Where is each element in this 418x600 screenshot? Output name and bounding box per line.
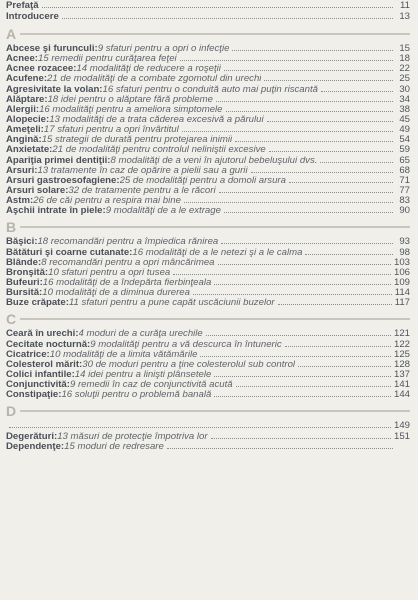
toc-entry <box>6 85 410 95</box>
leader-dots <box>214 376 391 377</box>
toc-entry <box>6 95 410 105</box>
leader-dots <box>211 438 391 439</box>
entry-title: Acnee rozacee: <box>6 64 77 75</box>
entry-page: 121 <box>393 329 410 340</box>
toc-entry <box>6 370 410 380</box>
entry-description: 32 de tratamente pentru a le răcori <box>68 185 216 196</box>
toc-entry <box>6 176 410 186</box>
leader-dots <box>180 60 393 61</box>
toc-entry <box>6 432 410 442</box>
leader-dots <box>269 151 393 152</box>
entry-description: 21 de modalităţi de a combate zgomotul din urechi <box>47 74 262 85</box>
entry-title: Abcese şi furunculi: <box>6 44 98 54</box>
leader-dots <box>62 18 393 19</box>
toc-entry <box>6 74 410 84</box>
entry-page: 144 <box>393 390 410 401</box>
section-letter: C <box>6 313 20 325</box>
toc-entry <box>6 186 410 196</box>
leader-dots <box>224 212 393 213</box>
entry-description: 4 moduri de a curăţa urechile <box>78 329 203 340</box>
table-of-contents <box>6 0 410 600</box>
toc-entry <box>6 166 410 176</box>
entry-page: 122 <box>393 339 410 350</box>
entry-page: 59 <box>399 145 410 156</box>
entry-page: 65 <box>399 155 410 166</box>
entry-page: 22 <box>399 64 410 75</box>
entry-description: 13 măsuri de protecţie împotriva lor <box>57 431 208 442</box>
toc-entry <box>6 196 410 206</box>
entry-title: Acnee: <box>6 54 38 65</box>
entry-page: 34 <box>399 94 410 105</box>
entry-description: 9 sfaturi pentru a opri o infecţie <box>97 44 230 54</box>
leader-dots <box>235 141 393 142</box>
leader-dots <box>221 243 393 244</box>
entry-page: 103 <box>393 257 410 268</box>
entry-description: 14 idei pentru a linişti plânsetele <box>74 369 212 380</box>
entry-page: 68 <box>399 165 410 176</box>
toc-entry-prefata <box>6 1 410 12</box>
leader-dots <box>214 396 391 397</box>
leader-dots <box>42 7 393 8</box>
entry-description: 8 recomandări pentru a opri mâncărimea <box>41 257 215 268</box>
section-letter-divider <box>6 403 410 420</box>
entry-title: Dependenţe: <box>6 441 65 452</box>
section-a <box>6 28 410 216</box>
entry-description: 10 sfaturi pentru a opri tusea <box>48 267 171 278</box>
entry-page: 109 <box>393 277 410 288</box>
entry-title: Anxietate: <box>6 145 53 156</box>
leader-dots <box>200 356 391 357</box>
entry-page: 11 <box>400 1 410 11</box>
entry-page: 49 <box>399 125 410 136</box>
toc-entry <box>6 278 410 288</box>
entry-page: 106 <box>393 267 410 278</box>
entry-page: 125 <box>393 349 410 360</box>
toc-entry <box>6 442 410 452</box>
entry-title: Alăptare: <box>6 94 48 105</box>
entry-title: Arsuri solare: <box>6 185 69 196</box>
entry-description: 18 idei pentru o alăptare fără probleme <box>47 94 213 105</box>
entry-description: 13 modalităţi de a trata căderea excesivă a părului <box>49 114 264 125</box>
toc-entry <box>6 390 410 400</box>
toc-entry <box>6 268 410 278</box>
entry-title: Băşici: <box>6 237 38 248</box>
toc-entry <box>6 64 410 74</box>
entry-description: 18 recomandări pentru a împiedica rănirea <box>37 237 219 248</box>
entry-title: Agresivitate la volan: <box>6 84 103 95</box>
leader-dots <box>236 386 391 387</box>
section-d <box>6 405 410 451</box>
toc-entry <box>6 248 410 258</box>
toc-entry <box>6 360 410 370</box>
entry-description: 30 de moduri pentru a ţine colesterolul sub control <box>82 359 296 370</box>
entry-description: 8 modalităţi de a veni în ajutorul bebeluşului dvs. <box>110 155 318 166</box>
toc-entry <box>6 329 410 339</box>
divider-line <box>6 318 410 320</box>
entry-title: Arsuri gastroesofagiene: <box>6 175 120 186</box>
entry-title: Introducere <box>6 12 59 22</box>
entry-title: Ceară în urechi: <box>6 329 79 340</box>
entry-page: 90 <box>399 206 410 217</box>
entry-title: Colesterol mărit: <box>6 359 83 370</box>
entry-description: 15 remedii pentru curăţarea feţei <box>38 54 177 65</box>
toc-entry-introducere <box>6 12 410 23</box>
entry-page: 151 <box>393 431 410 442</box>
entry-page: 128 <box>393 359 410 370</box>
entry-title: Constipaţie: <box>6 390 62 401</box>
toc-entry <box>6 350 410 360</box>
divider-line <box>6 226 410 228</box>
leader-dots <box>267 121 393 122</box>
toc-entry <box>6 206 410 216</box>
toc-entry <box>6 135 410 145</box>
entry-page: 77 <box>399 185 410 196</box>
entry-title: Aşchii intrate în piele: <box>6 206 106 217</box>
toc-entry <box>6 54 410 64</box>
leader-dots <box>206 335 391 336</box>
section-letter-divider <box>6 28 410 40</box>
entry-page: 54 <box>399 135 410 146</box>
entry-description: 10 modalităţi de a limita vătămările <box>49 349 198 360</box>
entry-title: Cicatrice: <box>6 349 50 360</box>
entry-description: 14 modalităţi de reducere a roşeţii <box>76 64 221 75</box>
leader-dots <box>218 264 391 265</box>
sections-container <box>6 28 410 452</box>
entry-title: Apariţia primei dentiţii: <box>6 155 111 166</box>
entry-description: 16 soluţii pentru o problemă banală <box>61 390 212 401</box>
leader-dots <box>214 284 391 285</box>
leader-dots <box>285 346 391 347</box>
entry-page: 25 <box>399 74 410 85</box>
entry-title: Cecitate nocturnă: <box>6 339 91 350</box>
intro-list <box>6 1 410 23</box>
entry-page: 13 <box>399 12 410 22</box>
entry-description: 21 de modalităţi pentru controlul neliniştii excesive <box>52 145 266 156</box>
entry-page: 141 <box>393 380 410 391</box>
toc-entry <box>6 340 410 350</box>
entry-description: 25 de modalităţi pentru a domoli arsura <box>119 175 286 186</box>
section-letter-divider <box>6 219 410 236</box>
entry-description: 16 modalităţi de a îndepărta fierbinţeala <box>42 277 212 288</box>
leader-dots <box>320 162 393 163</box>
leader-dots <box>9 427 391 428</box>
leader-dots <box>167 448 393 449</box>
toc-entry <box>6 105 410 115</box>
entry-page: 15 <box>399 44 410 54</box>
divider-line <box>6 410 410 412</box>
leader-dots <box>264 80 393 81</box>
leader-dots <box>232 50 393 51</box>
entry-title: Bătături şi coarne cutanate: <box>6 247 133 258</box>
entry-title: Colici infantile: <box>6 369 75 380</box>
entry-description: 10 modalităţi de a diminua durerea <box>42 288 190 299</box>
entry-description: 15 strategii de durată pentru protejarea inimii <box>41 135 233 146</box>
entry-description: 16 modalităţi pentru a ameliora simptomele <box>39 104 223 115</box>
toc-entry <box>6 258 410 268</box>
section-letter: D <box>6 405 20 417</box>
toc-entry <box>6 237 410 247</box>
leader-dots <box>173 274 391 275</box>
entry-title: Bursită: <box>6 288 43 299</box>
entry-title: Acufene: <box>6 74 48 85</box>
section-letter: A <box>6 28 20 40</box>
entry-page: 71 <box>399 175 410 186</box>
entry-description: 13 tratamente în caz de opărire a pielii sau a gurii <box>37 165 248 176</box>
entry-description: 15 moduri de redresare <box>64 441 164 452</box>
entry-title: Bronşită: <box>6 267 49 278</box>
leader-dots <box>184 202 393 203</box>
entry-title: Conjunctivită: <box>6 380 70 391</box>
entry-title: Angină: <box>6 135 42 146</box>
entry-description: 16 sfaturi pentru o conduită auto mai puţin riscantă <box>102 84 318 95</box>
leader-dots <box>226 111 393 112</box>
toc-entry <box>6 421 410 431</box>
leader-dots <box>298 366 391 367</box>
toc-entry <box>6 44 410 54</box>
divider-line <box>6 33 410 35</box>
entry-description: 17 sfaturi pentru a opri învârtitul <box>43 125 179 136</box>
entry-title: Buze crăpate: <box>6 298 69 309</box>
entry-title: Prefaţă <box>6 1 39 11</box>
toc-entry <box>6 125 410 135</box>
leader-dots <box>305 254 393 255</box>
entry-page: 93 <box>399 237 410 248</box>
leader-dots <box>289 182 393 183</box>
entry-title: Bufeuri: <box>6 277 43 288</box>
section-letter-divider <box>6 311 410 328</box>
toc-entry <box>6 145 410 155</box>
toc-entry <box>6 115 410 125</box>
section-c <box>6 313 410 400</box>
entry-title: Alergii: <box>6 104 40 115</box>
entry-description: 9 modalităţi de a le extrage <box>105 206 221 217</box>
leader-dots <box>219 192 393 193</box>
entry-title: Degerături: <box>6 431 58 442</box>
entry-title: Arsuri: <box>6 165 38 176</box>
leader-dots <box>193 294 392 295</box>
entry-title: Alopecie: <box>6 114 50 125</box>
section-letter: B <box>6 221 20 233</box>
leader-dots <box>216 101 393 102</box>
entry-title: Blânde: <box>6 257 42 268</box>
entry-page: 117 <box>394 298 410 309</box>
entry-description: 9 remedii în caz de conjunctivită acută <box>69 380 233 391</box>
entry-page: 45 <box>399 114 410 125</box>
section-b <box>6 221 410 308</box>
leader-dots <box>182 131 393 132</box>
entry-page: 114 <box>394 288 410 299</box>
entry-page: 149 <box>393 421 410 432</box>
entry-page: 18 <box>399 54 410 65</box>
toc-entry <box>6 380 410 390</box>
leader-dots <box>224 70 393 71</box>
entry-description: 16 modalităţi de a le netezi şi a le calma <box>132 247 303 258</box>
entry-title: Ameţeli: <box>6 125 44 136</box>
entry-page: 30 <box>399 84 410 95</box>
entry-page: 83 <box>399 196 410 207</box>
leader-dots <box>278 304 392 305</box>
entry-page: 38 <box>399 104 410 115</box>
leader-dots <box>251 172 393 173</box>
entry-description: 9 modalităţi pentru a vă descurca în întuneric <box>90 339 282 350</box>
entry-page: 137 <box>393 369 410 380</box>
leader-dots <box>321 91 393 92</box>
entry-description: 11 sfaturi pentru a pune capăt uscăciunii buzelor <box>68 298 275 309</box>
entry-page: 98 <box>399 247 410 258</box>
entry-description: 26 de căi pentru a respira mai bine <box>33 196 181 207</box>
entry-title: Astm: <box>6 196 34 207</box>
toc-entry <box>6 298 410 308</box>
toc-entry <box>6 288 410 298</box>
toc-entry <box>6 156 410 166</box>
